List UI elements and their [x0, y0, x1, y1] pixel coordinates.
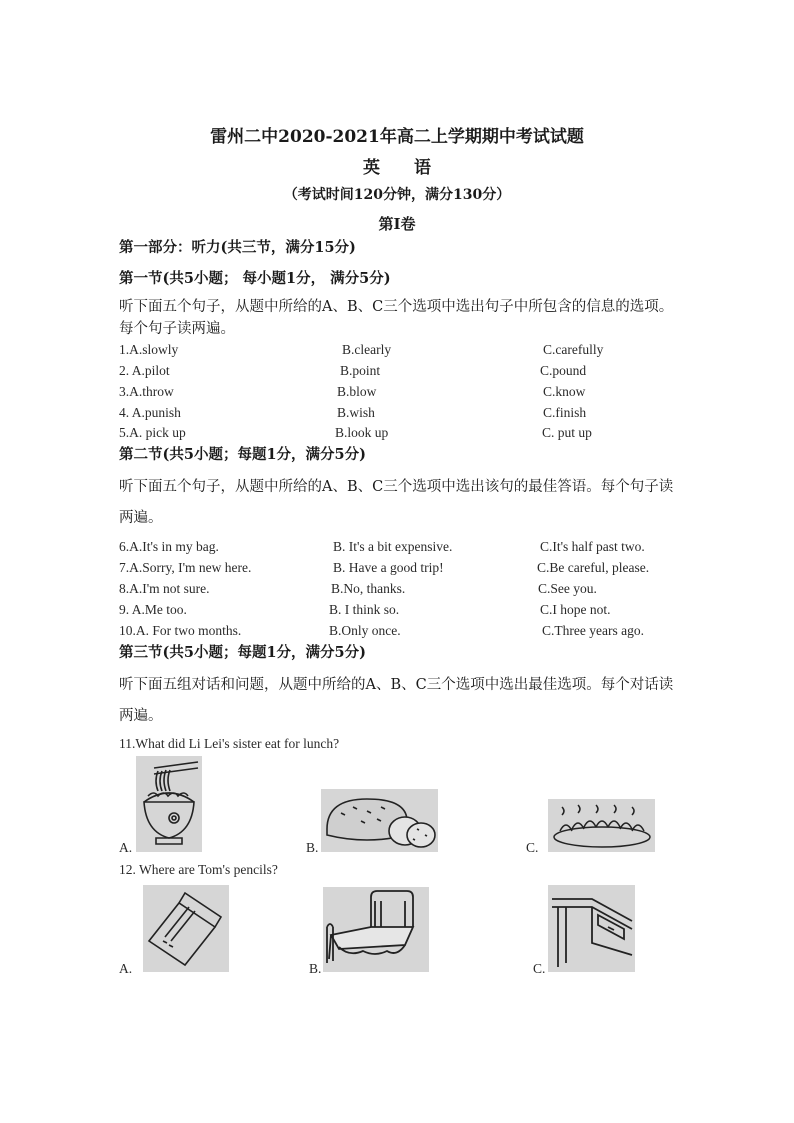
option-a-label: A. — [119, 840, 133, 855]
noodles-bowl-image — [136, 756, 202, 852]
section2-instruction: 听下面五个句子，从题中所给的A、B、C三个选项中选出该句的最佳答语。每个句子读两遍。 — [119, 479, 674, 526]
section2-title: 第二节(共5小题；每题1分，满分5分) — [119, 446, 366, 463]
option-b-label: B. — [306, 840, 319, 855]
option-a: 2. A.pilot — [119, 363, 170, 378]
question-12: 12. Where are Tom's pencils? — [119, 862, 278, 877]
section3-instruction: 听下面五组对话和问题，从题中所给的A、B、C三个选项中选出最佳选项。每个对话读两遍。 — [119, 677, 674, 724]
option-a: 6.A.It's in my bag. — [119, 539, 219, 554]
bread-loaf-image — [321, 789, 438, 852]
section1-title: 第一节(共5小题； 每小题1分， 满分5分) — [119, 270, 391, 287]
option-b: B.blow — [337, 384, 377, 399]
option-c: C.See you. — [538, 581, 597, 596]
option-c-label: C. — [526, 840, 539, 855]
option-b: B.point — [340, 363, 381, 378]
option-c-label: C. — [533, 961, 546, 976]
option-c: C.pound — [540, 363, 587, 378]
option-b: B.look up — [335, 425, 389, 440]
volume-title: 第I卷 — [378, 215, 416, 233]
option-b: B.clearly — [342, 342, 392, 357]
option-b: B. It's a bit expensive. — [333, 539, 453, 554]
desk-drawer-image — [548, 885, 635, 972]
exam-info: （考试时间120分钟，满分130分） — [283, 187, 511, 203]
option-a: 8.A.I'm not sure. — [119, 581, 210, 596]
subject-title: 英 语 — [363, 158, 445, 178]
bed-image — [323, 887, 429, 972]
option-b-label: B. — [309, 961, 322, 976]
option-c: C. put up — [542, 425, 592, 440]
option-a: 10.A. For two months. — [119, 623, 242, 638]
option-a: 9. A.Me too. — [119, 602, 187, 617]
option-b: B. Have a good trip! — [333, 560, 444, 575]
option-c: C.carefully — [543, 342, 604, 357]
exam-title: 雷州二中2020-2021年高二上学期期中考试试题 — [210, 127, 584, 147]
option-c: C.finish — [543, 405, 587, 420]
option-c: C.It's half past two. — [540, 539, 645, 554]
option-a-label: A. — [119, 961, 133, 976]
option-b: B.Only once. — [329, 623, 401, 638]
dumplings-plate-image — [548, 799, 655, 852]
part1-title: 第一部分：听力(共三节，满分15分) — [119, 239, 356, 256]
section3-title: 第三节(共5小题；每题1分，满分5分) — [119, 644, 366, 661]
option-c: C.I hope not. — [540, 602, 611, 617]
option-a: 7.A.Sorry, I'm new here. — [119, 560, 252, 575]
pencil-box-image — [143, 885, 229, 972]
option-a: 1.A.slowly — [119, 342, 179, 357]
option-a: 3.A.throw — [119, 384, 174, 399]
option-b: B.No, thanks. — [331, 581, 406, 596]
option-c: C.know — [543, 384, 586, 399]
section1-instruction: 听下面五个句子，从题中所给的A、B、C三个选项中选出句子中所包含的信息的选项。每个句子读两遍。 — [119, 299, 674, 337]
option-a: 5.A. pick up — [119, 425, 186, 440]
option-c: C.Be careful, please. — [537, 560, 650, 575]
option-a: 4. A.punish — [119, 405, 181, 420]
question-11: 11.What did Li Lei's sister eat for lunch? — [119, 736, 340, 751]
option-c: C.Three years ago. — [542, 623, 644, 638]
option-b: B.wish — [337, 405, 375, 420]
option-b: B. I think so. — [329, 602, 400, 617]
